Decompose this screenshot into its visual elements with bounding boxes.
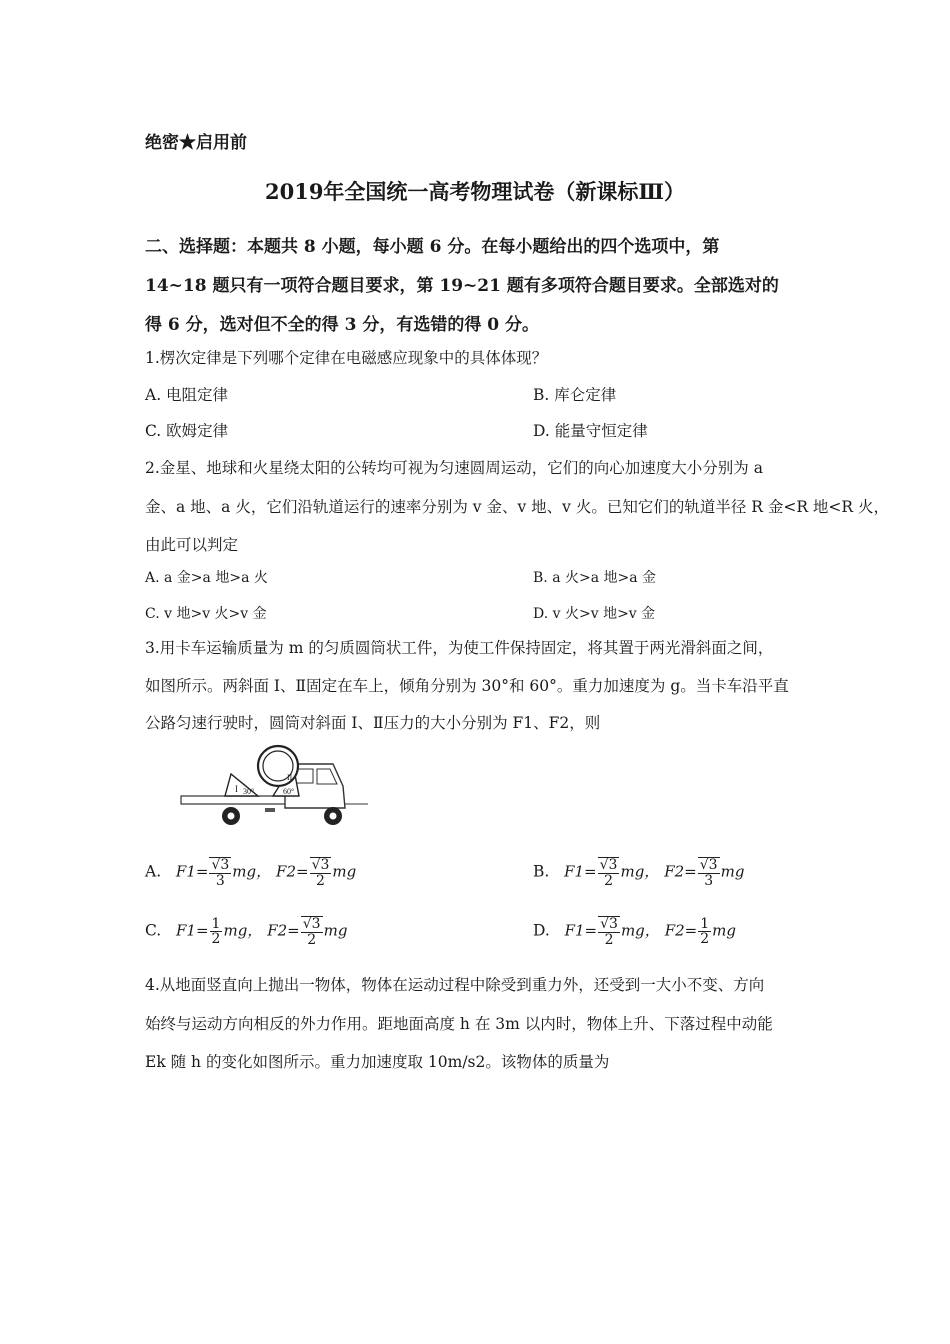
question-4-line1: 4.从地面竖直向上抛出一物体，物体在运动过程中除受到重力外，还受到一大小不变、方向 <box>145 976 765 994</box>
angle-2-label: 60° <box>283 787 295 796</box>
question-4-line2: 始终与运动方向相反的外力作用。距地面高度 h 在 3m 以内时，物体上升、下落过程中动能 <box>145 1015 773 1033</box>
truck-figure <box>173 744 368 834</box>
question-3-line1: 3.用卡车运输质量为 m 的匀质圆筒状工件，为使工件保持固定，将其置于两光滑斜面之间， <box>145 639 774 657</box>
question-2-line1: 2.金星、地球和火星绕太阳的公转均可视为匀速圆周运动，它们的向心加速度大小分别为 a <box>145 459 763 477</box>
q3-option-b: B. F1= $\frac{√3}{2}$ mg， F2= $\frac{√3}{3}$ mg <box>533 857 745 889</box>
question-3-line3: 公路匀速行驶时，圆筒对斜面 I、Ⅱ压力的大小分别为 F1、F2，则 <box>145 714 601 732</box>
q3-option-c: C. F1= $\frac{1}{2}$ mg， F2= $\frac{√3}{2}$ mg <box>145 915 348 948</box>
incline-2-label: II <box>287 773 293 782</box>
question-3-line2: 如图所示。两斜面 I、Ⅱ固定在车上，倾角分别为 30°和 60°。重力加速度为 g。当卡车沿平直 <box>145 677 789 695</box>
q2-option-b: B. a 火>a 地>a 金 <box>533 570 657 586</box>
q1-option-c: C. 欧姆定律 <box>145 422 229 440</box>
section-instructions-line2: 14~18 题只有一项符合题目要求，第 19~21 题有多项符合题目要求。全部选对的 <box>145 276 779 296</box>
q1-option-d: D. 能量守恒定律 <box>533 422 648 440</box>
section-instructions-line1: 二、选择题：本题共 8 小题，每小题 6 分。在每小题给出的四个选项中，第 <box>145 237 720 257</box>
question-2-line2: 金、a 地、a 火，它们沿轨道运行的速率分别为 v 金、v 地、v 火。已知它们的轨道半径 R 金<R 地<R 火， <box>145 498 890 516</box>
section-instructions-line3: 得 6 分，选对但不全的得 3 分，有选错的得 0 分。 <box>145 315 539 335</box>
question-1-stem: 1.楞次定律是下列哪个定律在电磁感应现象中的具体体现？ <box>145 349 548 367</box>
q1-option-b: B. 库仑定律 <box>533 386 617 404</box>
q1-option-a: A. 电阻定律 <box>145 386 229 404</box>
question-2-line3: 由此可以判定 <box>145 536 239 554</box>
incline-1-label: I <box>235 784 238 794</box>
angle-1-label: 30° <box>243 787 255 796</box>
q2-option-a: A. a 金>a 地>a 火 <box>145 570 268 586</box>
q2-option-c: C. v 地>v 火>v 金 <box>145 606 267 622</box>
q3-option-a: A. F1= $\frac{√3}{3}$ mg， F2= $\frac{√3}{2}$ mg <box>145 857 357 889</box>
question-4-line3: Ek 随 h 的变化如图所示。重力加速度取 10m/s2。该物体的质量为 <box>145 1053 610 1071</box>
truck-bed <box>181 796 301 804</box>
confidential-label: 绝密★启用前 <box>145 133 247 153</box>
q2-option-d: D. v 火>v 地>v 金 <box>533 606 656 622</box>
page-title: 2019年全国统一高考物理试卷（新课标Ⅲ） <box>264 179 686 204</box>
q3-option-d: D. F1= $\frac{√3}{2}$ mg， F2= $\frac{1}{2}$ mg <box>533 915 736 948</box>
